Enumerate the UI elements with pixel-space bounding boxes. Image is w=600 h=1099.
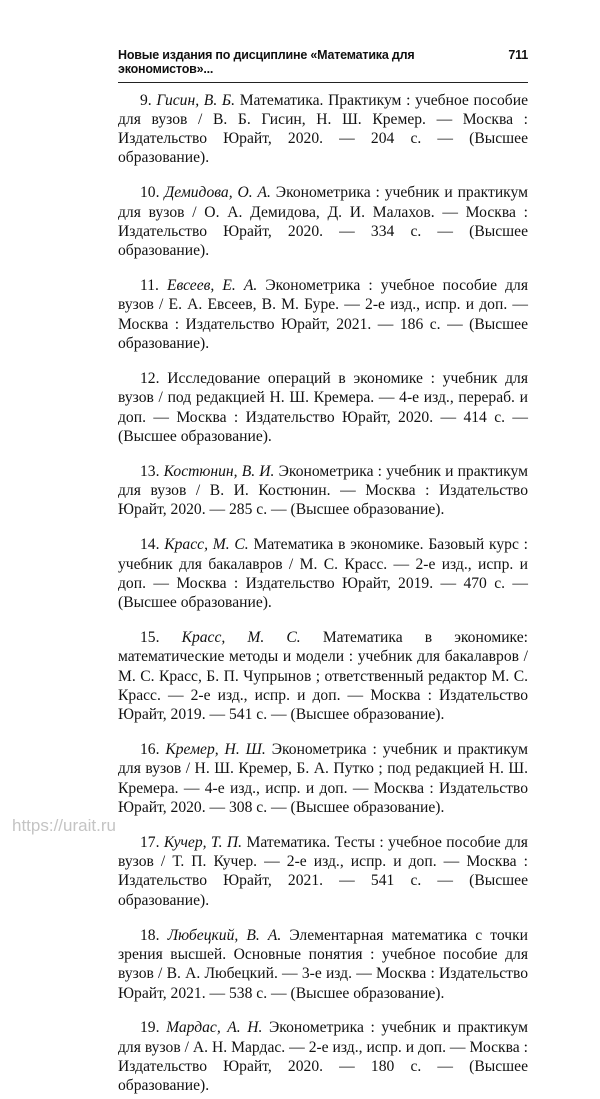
entry-number: 11.: [140, 277, 159, 295]
entry-text: Эконометрика : учебник и практикум для вузов / В. И. Костюнин. — Москва : Издательство Юрайт, 2020. — 285 с. — (Высшее образование).: [118, 462, 528, 519]
entry-text: Математика. Тесты : учебное пособие для вузов / Т. П. Кучер. — 2-е изд., испр. и доп. — Москва : Издательство Юрайт, 2021. — 541 с. — (Высшее образование).: [118, 833, 528, 909]
entry-author: Красс, М. С.: [181, 628, 301, 646]
bibliography-entry: [118, 1018, 528, 1095]
bibliography-entry: [118, 740, 528, 817]
entry-number: 19.: [140, 1019, 160, 1037]
entry-author: Евсеев, Е. А.: [167, 277, 258, 295]
bibliography-entry: [118, 183, 528, 260]
entry-number: 15.: [140, 628, 160, 646]
bibliography-entry: [118, 276, 528, 353]
bibliography-entry: [118, 833, 528, 910]
page-number: 711: [508, 48, 528, 62]
entry-author: Красс, М. С.: [164, 536, 249, 554]
bibliography-entry: [118, 91, 528, 168]
entry-author: Костюнин, В. И.: [163, 462, 275, 480]
entry-author: Мардас, А. Н.: [166, 1019, 263, 1037]
entry-number: 12.: [140, 369, 160, 387]
entry-text: Эконометрика : учебник и практикум для вузов / А. Н. Мардас. — 2-е изд., испр. и доп. — Москва : Издательство Юрайт, 2020. — 180 с. — (Высшее образование).: [118, 1019, 528, 1095]
entry-text: Элементарная математика с точки зрения высшей. Основные понятия : учебное пособие для вузов / В. А. Любецкий. — 3-е изд. — Москва : Издательство Юрайт, 2021. — 538 с. — (Высшее образование).: [118, 926, 529, 1002]
entry-number: 9.: [140, 91, 152, 109]
entry-text: Математика в экономике. Базовый курс : учебник для бакалавров / М. С. Красс. — 2-е изд., испр. и доп. — Москва : Издательство Юрайт, 2019. — 470 с. — (Высшее образование).: [118, 536, 528, 612]
entry-author: Любецкий, В. А.: [167, 926, 282, 944]
entry-author: Демидова, О. А.: [164, 184, 271, 202]
entry-number: 14.: [140, 536, 160, 554]
entry-number: 10.: [140, 184, 160, 202]
entry-author: Кремер, Н. Ш.: [165, 741, 266, 759]
running-header-title: Новые издания по дисциплине «Математика для экономистов»...: [118, 48, 415, 76]
entry-text: Исследование операций в экономике : учебник для вузов / под редакцией Н. Ш. Кремера. — 4-е изд., перераб. и доп. — Москва : Издательство Юрайт, 2020. — 414 с. — (Высшее образование).: [118, 369, 528, 445]
entry-text: Математика в экономике: математические методы и модели : учебник для бакалавров / М. С. Красс, Б. П. Чупрынов ; ответственный редактор М. С. Красс. — 2-е изд., испр. и доп. — Москва : Издательство Юрайт, 2019. — 541 с. — (Высшее образование).: [118, 628, 528, 724]
entry-author: Гисин, В. Б.: [156, 91, 235, 109]
watermark-url: https://urait.ru: [12, 816, 116, 835]
entry-number: 13.: [140, 462, 160, 480]
entry-author: Кучер, Т. П.: [163, 833, 243, 851]
entry-text: Эконометрика : учебное пособие для вузов / Е. А. Евсеев, В. М. Буре. — 2-е изд., испр. и доп. — Москва : Издательство Юрайт, 2021. — 186 с. — (Высшее образование).: [118, 277, 528, 353]
bibliography-entry: [118, 462, 528, 520]
entry-number: 16.: [140, 741, 160, 759]
bibliography-entry: [118, 535, 528, 612]
entry-text: Эконометрика : учебник и практикум для вузов / Н. Ш. Кремер, Б. А. Путко ; под редакцией Н. Ш. Кремера. — 4-е изд., испр. и доп. — Москва : Издательство Юрайт, 2020. — 308 с. — (Высшее образование).: [118, 741, 529, 816]
entry-text: Эконометрика : учебник и практикум для вузов / О. А. Демидова, Д. И. Малахов. — Москва : Издательство Юрайт, 2020. — 334 с. — (Высшее образование).: [118, 184, 528, 260]
entry-number: 18.: [140, 926, 160, 944]
bibliography-list: [118, 75, 528, 1099]
bibliography-entry: [118, 369, 528, 446]
entry-text: Математика. Практикум : учебное пособие для вузов / В. Б. Гисин, Н. Ш. Кремер. — Москва : Издательство Юрайт, 2020. — 204 с. — (Высшее образование).: [118, 91, 528, 167]
bibliography-entry: [118, 628, 528, 724]
entry-number: 17.: [140, 833, 160, 851]
bibliography-entry: [118, 926, 528, 1003]
